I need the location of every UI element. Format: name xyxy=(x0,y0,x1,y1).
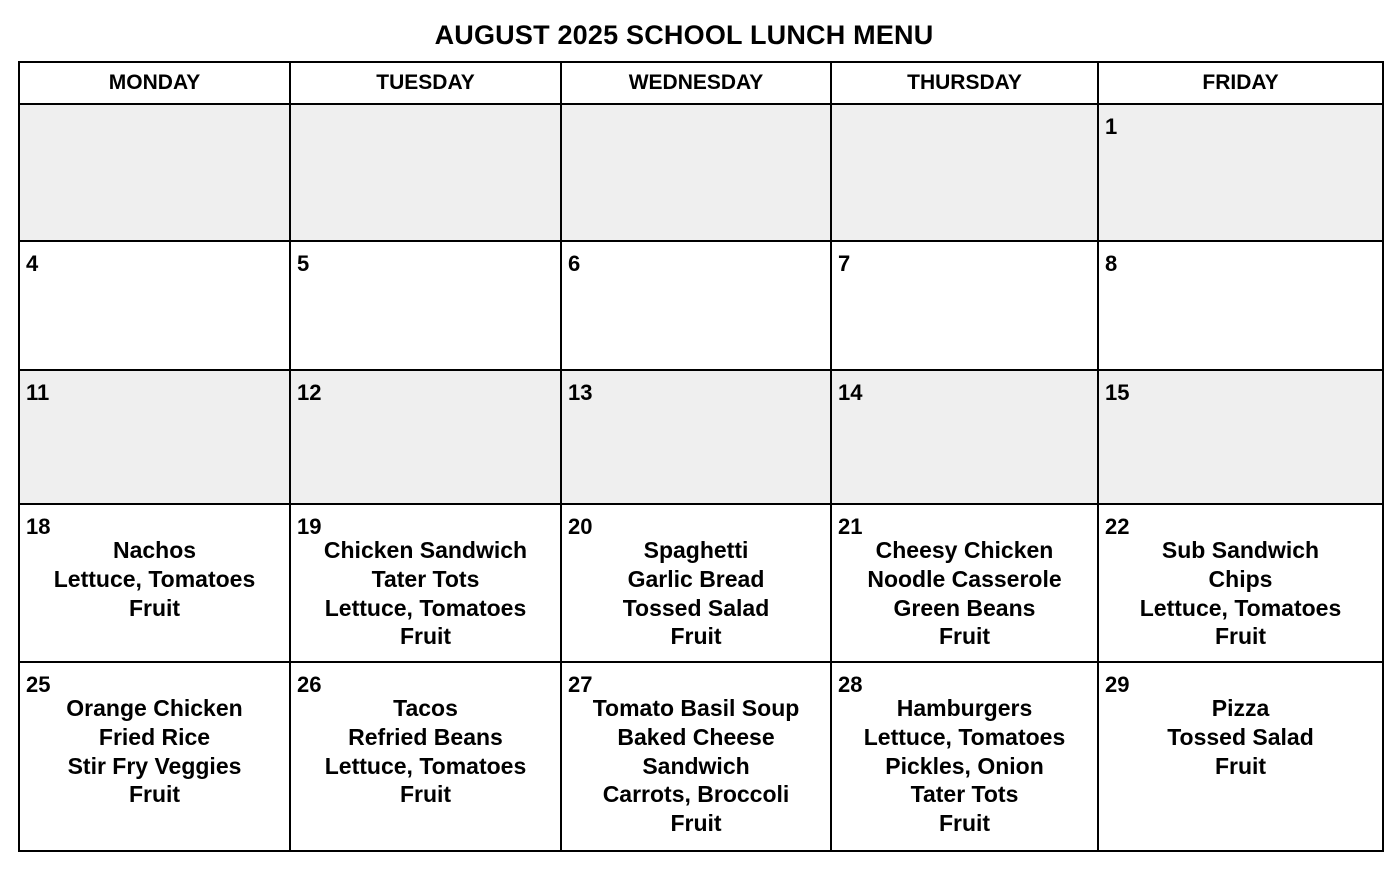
day-number: 12 xyxy=(297,380,322,405)
menu-item: Pickles, Onion xyxy=(885,752,1044,779)
menu-item: Lettuce, Tomatoes xyxy=(324,594,527,621)
day-cell xyxy=(561,104,831,241)
menu-item: Lettuce, Tomatoes xyxy=(863,723,1066,750)
day-number xyxy=(832,105,1097,139)
menu-list xyxy=(1099,694,1382,780)
day-number: 14 xyxy=(838,380,863,405)
menu-item: Green Beans xyxy=(893,594,1036,621)
day-number: 20 xyxy=(568,514,593,539)
menu-item: Lettuce, Tomatoes xyxy=(53,565,256,592)
day-number: 26 xyxy=(297,672,322,697)
menu-list xyxy=(562,694,830,838)
day-cell xyxy=(19,241,290,370)
day-cell xyxy=(561,504,831,662)
menu-item: Nachos xyxy=(112,537,197,563)
menu-item: Pizza xyxy=(1211,695,1270,721)
menu-item: Fruit xyxy=(399,781,452,808)
day-number: 1 xyxy=(1105,114,1118,139)
header-wednesday: WEDNESDAY xyxy=(561,62,831,104)
day-number: 22 xyxy=(1105,514,1130,539)
day-number: 27 xyxy=(568,672,593,697)
menu-list xyxy=(291,536,560,651)
menu-item: Refried Beans xyxy=(348,723,503,750)
menu-item: Orange Chicken xyxy=(66,695,243,721)
menu-list xyxy=(832,694,1097,838)
day-cell xyxy=(290,504,561,662)
day-cell xyxy=(1098,104,1383,241)
day-cell xyxy=(831,104,1098,241)
day-number: 18 xyxy=(26,514,51,539)
menu-item: Chips xyxy=(1208,565,1273,592)
menu-item: Tossed Salad xyxy=(622,594,770,621)
day-number: 21 xyxy=(838,514,863,539)
menu-list xyxy=(20,694,289,809)
day-cell xyxy=(1098,241,1383,370)
day-number: 29 xyxy=(1105,672,1130,697)
menu-list xyxy=(20,536,289,622)
menu-item: Lettuce, Tomatoes xyxy=(324,752,527,779)
day-number: 4 xyxy=(26,251,39,276)
menu-list xyxy=(562,536,830,651)
day-cell xyxy=(19,104,290,241)
week-row xyxy=(19,104,1383,241)
menu-item: Fruit xyxy=(670,623,722,650)
menu-item: Carrots, Broccoli xyxy=(602,781,790,808)
day-cell xyxy=(1098,370,1383,504)
day-cell xyxy=(831,370,1098,504)
day-cell xyxy=(561,241,831,370)
day-number: 19 xyxy=(297,514,322,539)
day-number: 15 xyxy=(1105,380,1130,405)
day-cell xyxy=(290,104,561,241)
day-cell xyxy=(19,504,290,662)
day-number xyxy=(291,105,560,139)
menu-item: Sub Sandwich xyxy=(1161,537,1320,563)
menu-list xyxy=(832,536,1097,651)
menu-item: Fruit xyxy=(128,594,181,621)
week-row xyxy=(19,662,1383,851)
day-cell xyxy=(290,370,561,504)
day-cell xyxy=(19,662,290,851)
day-number xyxy=(562,105,830,139)
day-number: 11 xyxy=(26,380,50,405)
day-number: 13 xyxy=(568,380,593,405)
menu-item: Baked Cheese xyxy=(617,723,775,750)
menu-item: Fried Rice xyxy=(98,723,211,750)
menu-item: Fruit xyxy=(1214,752,1267,779)
day-cell xyxy=(831,241,1098,370)
lunch-menu-calendar xyxy=(18,61,1384,852)
menu-item: Tater Tots xyxy=(910,781,1019,808)
menu-item: Cheesy Chicken xyxy=(875,537,1054,563)
menu-item: Fruit xyxy=(938,810,991,837)
header-monday: MONDAY xyxy=(19,62,290,104)
day-number: 7 xyxy=(838,251,851,276)
menu-item: Hamburgers xyxy=(896,695,1033,721)
week-row xyxy=(19,241,1383,370)
menu-item: Tossed Salad xyxy=(1167,723,1314,750)
day-number xyxy=(20,105,289,139)
menu-item: Tater Tots xyxy=(371,565,480,592)
day-cell xyxy=(561,662,831,851)
day-number: 8 xyxy=(1105,251,1118,276)
menu-item: Sandwich xyxy=(642,752,750,779)
menu-item: Tacos xyxy=(393,695,458,721)
page-title: AUGUST 2025 SCHOOL LUNCH MENU xyxy=(434,20,934,50)
day-cell xyxy=(290,662,561,851)
menu-item: Fruit xyxy=(670,810,722,837)
weekday-header-row xyxy=(19,62,1383,104)
week-row xyxy=(19,504,1383,662)
day-number: 28 xyxy=(838,672,863,697)
menu-list xyxy=(1099,536,1382,651)
day-cell xyxy=(19,370,290,504)
menu-item: Chicken Sandwich xyxy=(323,537,528,563)
menu-item: Fruit xyxy=(938,623,991,650)
menu-item: Fruit xyxy=(399,623,452,650)
menu-list xyxy=(291,694,560,809)
menu-item: Lettuce, Tomatoes xyxy=(1139,594,1342,621)
menu-item: Stir Fry Veggies xyxy=(67,752,242,779)
menu-item: Fruit xyxy=(1214,623,1267,650)
header-friday: FRIDAY xyxy=(1098,62,1383,104)
day-number: 6 xyxy=(568,251,581,276)
menu-item: Garlic Bread xyxy=(627,565,765,592)
menu-item: Noodle Casserole xyxy=(867,565,1062,592)
day-cell xyxy=(831,504,1098,662)
day-number: 5 xyxy=(297,251,310,276)
menu-item: Fruit xyxy=(128,781,181,808)
day-cell xyxy=(831,662,1098,851)
menu-item: Spaghetti xyxy=(643,537,749,563)
week-row xyxy=(19,370,1383,504)
day-cell xyxy=(561,370,831,504)
header-thursday: THURSDAY xyxy=(831,62,1098,104)
day-number: 25 xyxy=(26,672,51,697)
menu-item: Tomato Basil Soup xyxy=(592,695,800,721)
day-cell xyxy=(290,241,561,370)
header-tuesday: TUESDAY xyxy=(290,62,561,104)
day-cell xyxy=(1098,504,1383,662)
day-cell xyxy=(1098,662,1383,851)
